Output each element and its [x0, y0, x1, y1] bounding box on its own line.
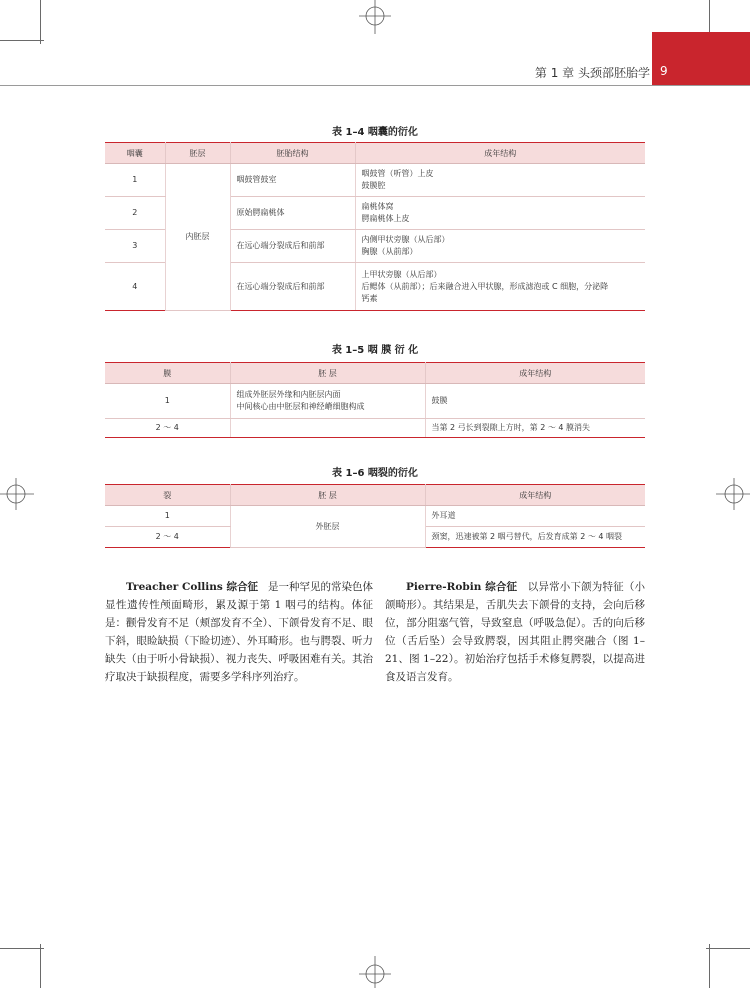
paragraph-treacher-collins — [105, 578, 373, 686]
cell-embryo-structure: 在远心端分裂成后和前部 — [230, 263, 355, 311]
adult-line: 胸腺（从前部） — [361, 247, 418, 256]
cell-germ-layer: 内胚层 — [165, 164, 230, 311]
cell-number: 1 — [105, 506, 230, 527]
adult-line: 咽鼓管（听管）上皮 — [361, 169, 434, 178]
term-treacher-collins: Treacher Collins 综合征 — [126, 581, 258, 593]
cell-germ-layer: 外胚层 — [230, 506, 425, 548]
table-caption: 表 1–5 咽 膜 衍 化 — [331, 345, 419, 356]
table-pharyngeal-pouches — [105, 142, 645, 311]
registration-mark-icon — [355, 0, 395, 34]
crop-mark — [0, 40, 44, 41]
paragraph-text: 以异常小下颌为特征（小颌畸形）。其结果是，舌肌失去下颌骨的支持，会向后移位，部分阻塞气管，导致窒息（呼吸急促）。舌的向后移位（舌后坠）会导致腭裂，因其阻止腭突融合（图 1–21、图 1–22）。初始治疗包括手术修复腭裂，以提高进食及语言发育。 — [385, 581, 646, 683]
registration-mark-icon — [355, 956, 395, 988]
table-pharyngeal-membranes — [105, 362, 645, 438]
table-row — [105, 419, 645, 438]
cell-adult-structure — [355, 164, 645, 197]
cell-embryo-structure: 咽鼓管鼓室 — [230, 164, 355, 197]
crop-mark — [40, 0, 41, 44]
table-row — [105, 506, 645, 527]
chapter-title: 第 1 章 头颈部胚胎学 — [534, 66, 650, 80]
cell-adult-structure: 颈窦，迅速被第 2 咽弓替代，后发育成第 2 ～ 4 咽裂 — [425, 527, 645, 548]
crop-mark — [0, 948, 44, 949]
table-header-row — [105, 485, 645, 506]
cell-adult-structure: 外耳道 — [425, 506, 645, 527]
column-header: 胚层 — [165, 143, 230, 164]
cell-number: 2 ～ 4 — [105, 419, 230, 438]
column-header: 成年结构 — [355, 143, 645, 164]
column-header: 成年结构 — [425, 363, 645, 384]
adult-line: 扁桃体窝 — [361, 202, 394, 211]
cell-embryo-structure: 在远心端分裂成后和前部 — [230, 230, 355, 263]
paragraph-pierre-robin — [385, 578, 645, 686]
adult-line: 后鳃体（从前部）；后来融合进入甲状腺，形成滤泡或 C 细胞，分泌降 — [361, 281, 609, 291]
paragraph-text: 是一种罕见的常染色体显性遗传性颅面畸形，累及源于第 1 咽弓的结构。体征是：颧骨发育不足（颊部发育不全）、下颌骨发育不足、眼下斜，眼睑缺损（下睑切迹）、外耳畸形。也与腭裂、听力缺失（由于听小骨缺损）、视力丧失、呼吸困难有关。其治疗取决于缺损程度，需要多学科序列治疗。 — [105, 581, 374, 683]
adult-line: 内侧甲状旁腺（从后部） — [361, 235, 450, 244]
cell-number: 3 — [105, 230, 165, 263]
crop-mark — [40, 944, 41, 988]
cell-germ-layer — [230, 419, 425, 438]
header-rule — [0, 85, 750, 86]
cell-number: 2 — [105, 197, 165, 230]
adult-line: 上甲状旁腺（从后部） — [361, 269, 442, 279]
table-header-row — [105, 363, 645, 384]
adult-line: 鼓膜腔 — [361, 181, 386, 190]
table-row — [105, 384, 645, 419]
column-header: 裂 — [105, 485, 230, 506]
table-row — [105, 164, 645, 197]
table-caption: 表 1–4 咽囊的衍化 — [332, 127, 418, 138]
cell-adult-structure: 当第 2 弓长到裂隙上方时，第 2 ～ 4 膜消失 — [425, 419, 645, 438]
page-number: 9 — [660, 64, 668, 78]
cell-number: 1 — [105, 384, 230, 419]
table-pharyngeal-clefts — [105, 484, 645, 548]
column-header: 胚 层 — [230, 485, 425, 506]
cell-adult-structure — [355, 230, 645, 263]
crop-mark — [709, 944, 710, 988]
column-header: 胚胎结构 — [230, 143, 355, 164]
term-pierre-robin: Pierre-Robin 综合征 — [406, 581, 518, 593]
cell-number: 1 — [105, 164, 165, 197]
column-header: 胚 层 — [230, 363, 425, 384]
layer-line: 组成外胚层外缘和内胚层内面 — [236, 390, 341, 399]
adult-line: 腭扁桃体上皮 — [361, 214, 410, 223]
layer-line: 中间核心由中胚层和神经嵴细胞构成 — [236, 402, 365, 411]
adult-line: 钙素 — [361, 293, 378, 303]
cell-number: 2 ～ 4 — [105, 527, 230, 548]
registration-mark-icon — [0, 474, 34, 514]
crop-mark — [706, 948, 750, 949]
column-header: 成年结构 — [425, 485, 645, 506]
cell-number: 4 — [105, 263, 165, 311]
column-header: 咽囊 — [105, 143, 165, 164]
cell-adult-structure — [355, 263, 645, 311]
table-header-row — [105, 143, 645, 164]
column-header: 膜 — [105, 363, 230, 384]
cell-adult-structure: 鼓膜 — [425, 384, 645, 419]
table-caption: 表 1–6 咽裂的衍化 — [332, 468, 418, 479]
cell-adult-structure — [355, 197, 645, 230]
cell-embryo-structure: 原始腭扁桃体 — [230, 197, 355, 230]
cell-germ-layer — [230, 384, 425, 419]
registration-mark-icon — [716, 474, 750, 514]
